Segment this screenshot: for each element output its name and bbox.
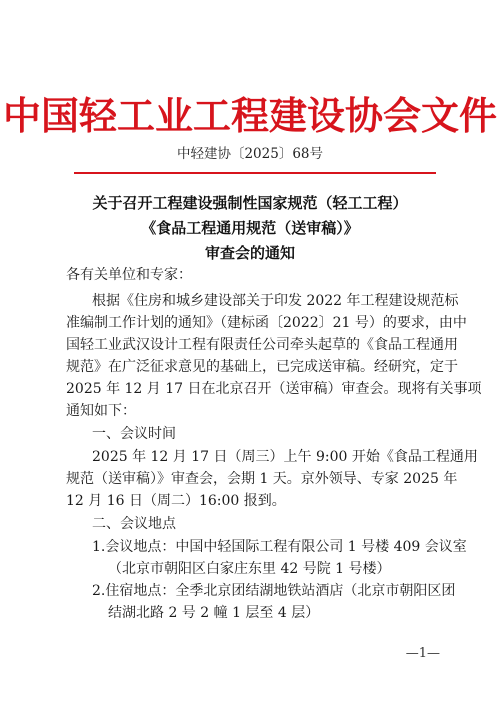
title-line-1: 关于召开工程建设强制性国家规范（轻工工程） [92,194,408,212]
title-line-2: 《食品工程通用规范（送审稿）》 [141,219,359,237]
body-line: 规范（送审稿）》审查会，会期 1 天。京外领导、专家 2025 年 [66,471,458,487]
body-line: 通知如下： [66,403,136,419]
body-line: 2.住宿地点：全季北京团结湖地铁站酒店（北京市朝阳区团 [92,583,456,599]
section-heading-time: 一、会议时间 [92,426,176,442]
body-line: 12 月 16 日（周二）16:00 报到。 [66,493,286,509]
body-line: 准编制工作计划的通知》（建标函〔2022〕21 号）的要求，由中 [66,315,467,331]
document-header: 中国轻工业工程建设协会文件 [2,94,497,138]
salutation: 各有关单位和专家： [66,267,192,283]
body-line: 规范》在广泛征求意见的基础上，已完成送审稿。经研究，定于 [66,359,458,375]
body-line: 国轻工业武汉设计工程有限责任公司牵头起草的《食品工程通用 [66,337,458,353]
body-line: 根据《住房和城乡建设部关于印发 2022 年工程建设规范标 [92,293,459,309]
body-line: （北京市朝阳区白家庄东里 42 号院 1 号楼） [108,561,391,577]
body-line: 结湖北路 2 号 2 幢 1 层至 4 层） [108,605,320,621]
red-divider-rule [74,172,436,174]
title-line-3: 审查会的通知 [204,244,295,262]
section-heading-venue: 二、会议地点 [92,516,176,532]
body-line: 2025 年 12 月 17 日在北京召开（送审稿）审查会。现将有关事项 [66,381,482,397]
body-line: 1.会议地点：中国中轻国际工程有限公司 1 号楼 409 会议室 [92,539,467,555]
body-line: 2025 年 12 月 17 日（周三）上午 9:00 开始《食品工程通用 [92,449,478,465]
page-number: —1— [405,646,440,661]
document-number: 中轻建协〔2025〕68号 [176,146,324,162]
